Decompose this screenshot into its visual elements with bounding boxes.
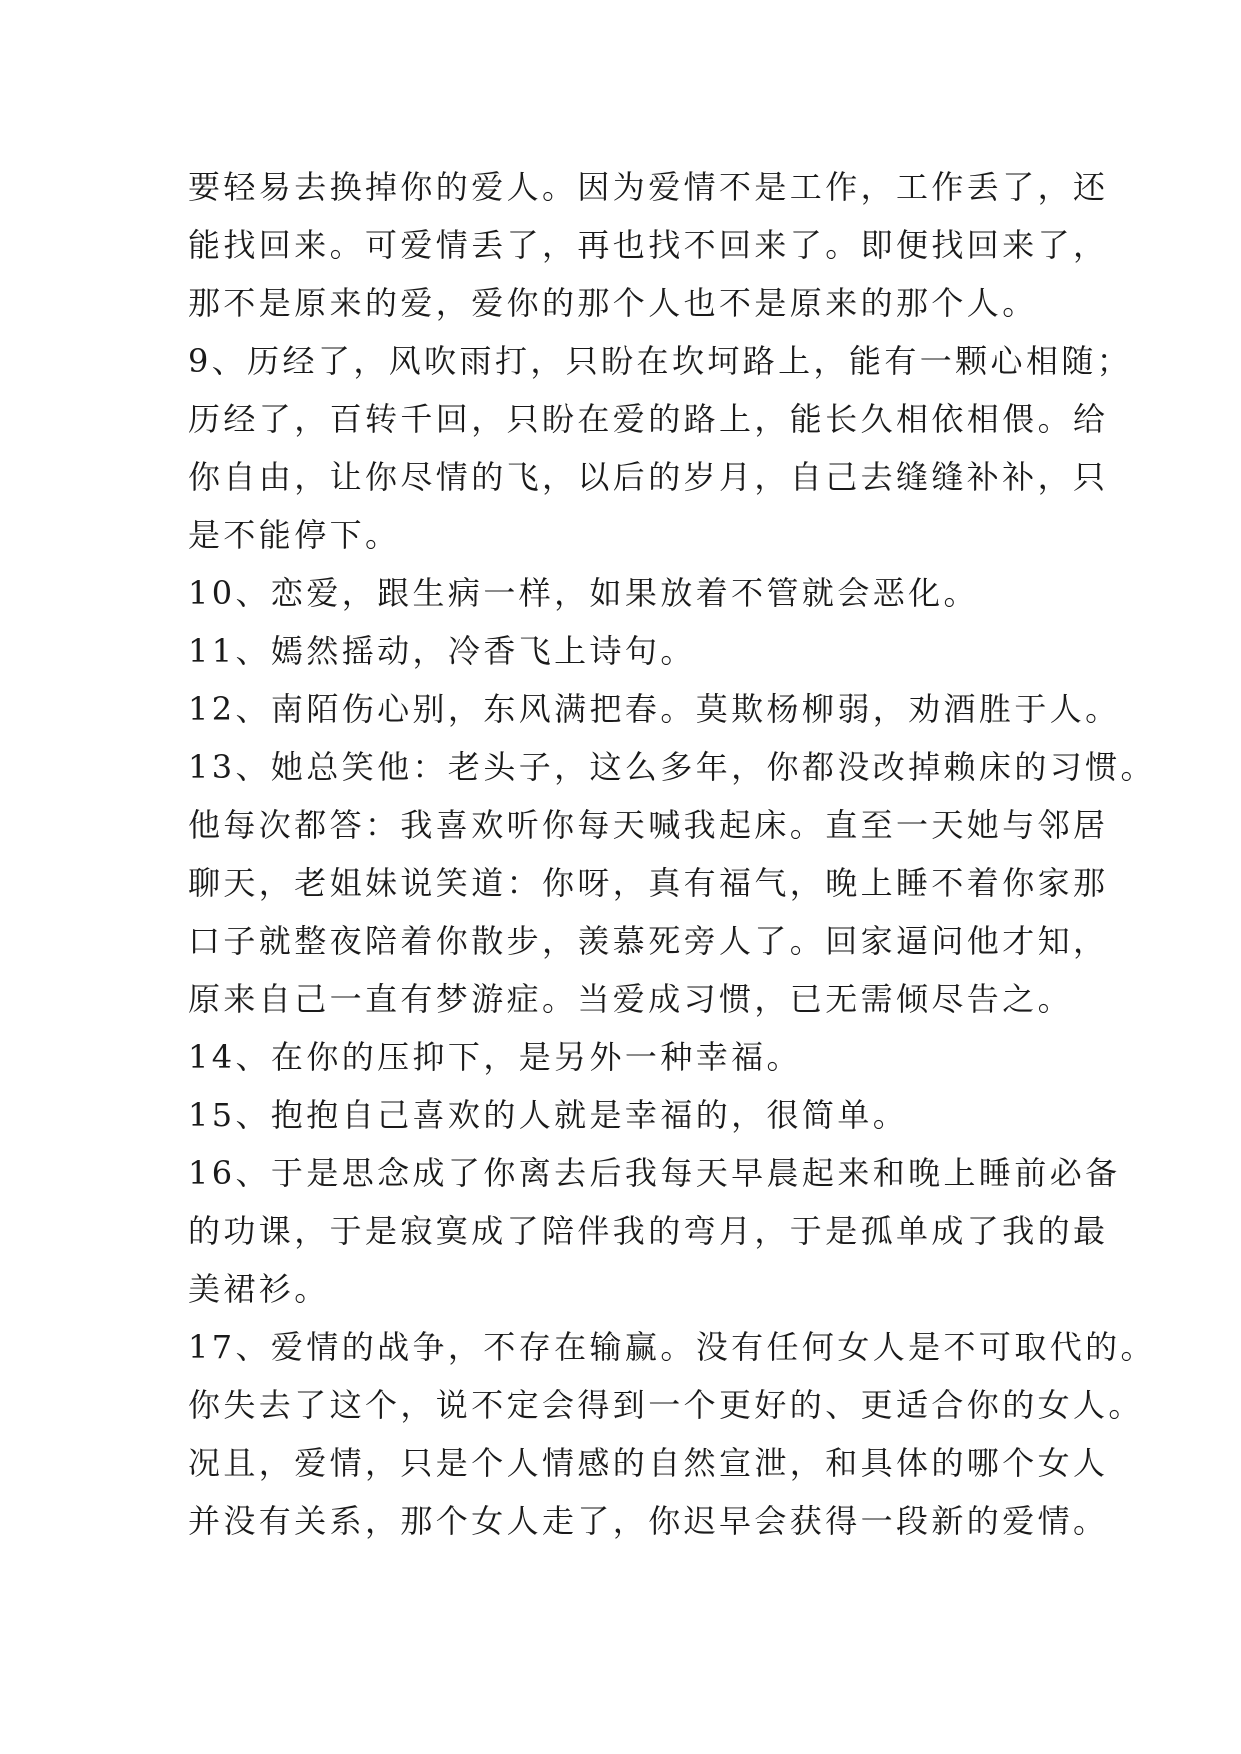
text-line: 的功课，于是寂寞成了陪伴我的弯月，于是孤单成了我的最	[188, 1212, 1109, 1250]
text-line: 12、南陌伤心别，东风满把春。莫欺杨柳弱，劝酒胜于人。	[188, 690, 1121, 728]
text-line: 口子就整夜陪着你散步，羡慕死旁人了。回家逼问他才知，	[188, 922, 1109, 960]
text-line: 是不能停下。	[188, 516, 401, 554]
text-line: 15、抱抱自己喜欢的人就是幸福的，很简单。	[188, 1096, 909, 1134]
text-line: 11、嫣然摇动，冷香飞上诗句。	[188, 632, 696, 670]
text-line: 你自由，让你尽情的飞，以后的岁月，自己去缝缝补补，只	[188, 458, 1109, 496]
text-line: 13、她总笑他：老头子，这么多年，你都没改掉赖床的习惯。	[188, 748, 1156, 786]
text-line: 聊天，老姐妹说笑道：你呀，真有福气，晚上睡不着你家那	[188, 864, 1109, 902]
text-line: 17、爱情的战争，不存在输赢。没有任何女人是不可取代的。	[188, 1328, 1156, 1366]
text-line: 原来自己一直有梦游症。当爱成习惯，已无需倾尽告之。	[188, 980, 1074, 1018]
text-line: 9、历经了，风吹雨打，只盼在坎坷路上，能有一颗心相随；	[188, 342, 1133, 380]
text-line: 历经了，百转千回，只盼在爱的路上，能长久相依相偎。给	[188, 400, 1109, 438]
text-line: 能找回来。可爱情丢了，再也找不回来了。即便找回来了，	[188, 226, 1109, 264]
text-line: 那不是原来的爱，爱你的那个人也不是原来的那个人。	[188, 284, 1038, 322]
text-line: 你失去了这个，说不定会得到一个更好的、更适合你的女人。	[188, 1386, 1144, 1424]
text-line: 况且，爱情，只是个人情感的自然宣泄，和具体的哪个女人	[188, 1444, 1109, 1482]
text-line: 16、于是思念成了你离去后我每天早晨起来和晚上睡前必备	[188, 1154, 1121, 1192]
text-line: 10、恋爱，跟生病一样，如果放着不管就会恶化。	[188, 574, 979, 612]
body-text	[188, 158, 1156, 1550]
text-line: 美裙衫。	[188, 1270, 330, 1308]
text-line: 并没有关系，那个女人走了，你迟早会获得一段新的爱情。	[188, 1502, 1109, 1540]
text-line: 要轻易去换掉你的爱人。因为爱情不是工作，工作丢了，还	[188, 168, 1109, 206]
text-line: 他每次都答：我喜欢听你每天喊我起床。直至一天她与邻居	[188, 806, 1109, 844]
text-line: 14、在你的压抑下，是另外一种幸福。	[188, 1038, 802, 1076]
